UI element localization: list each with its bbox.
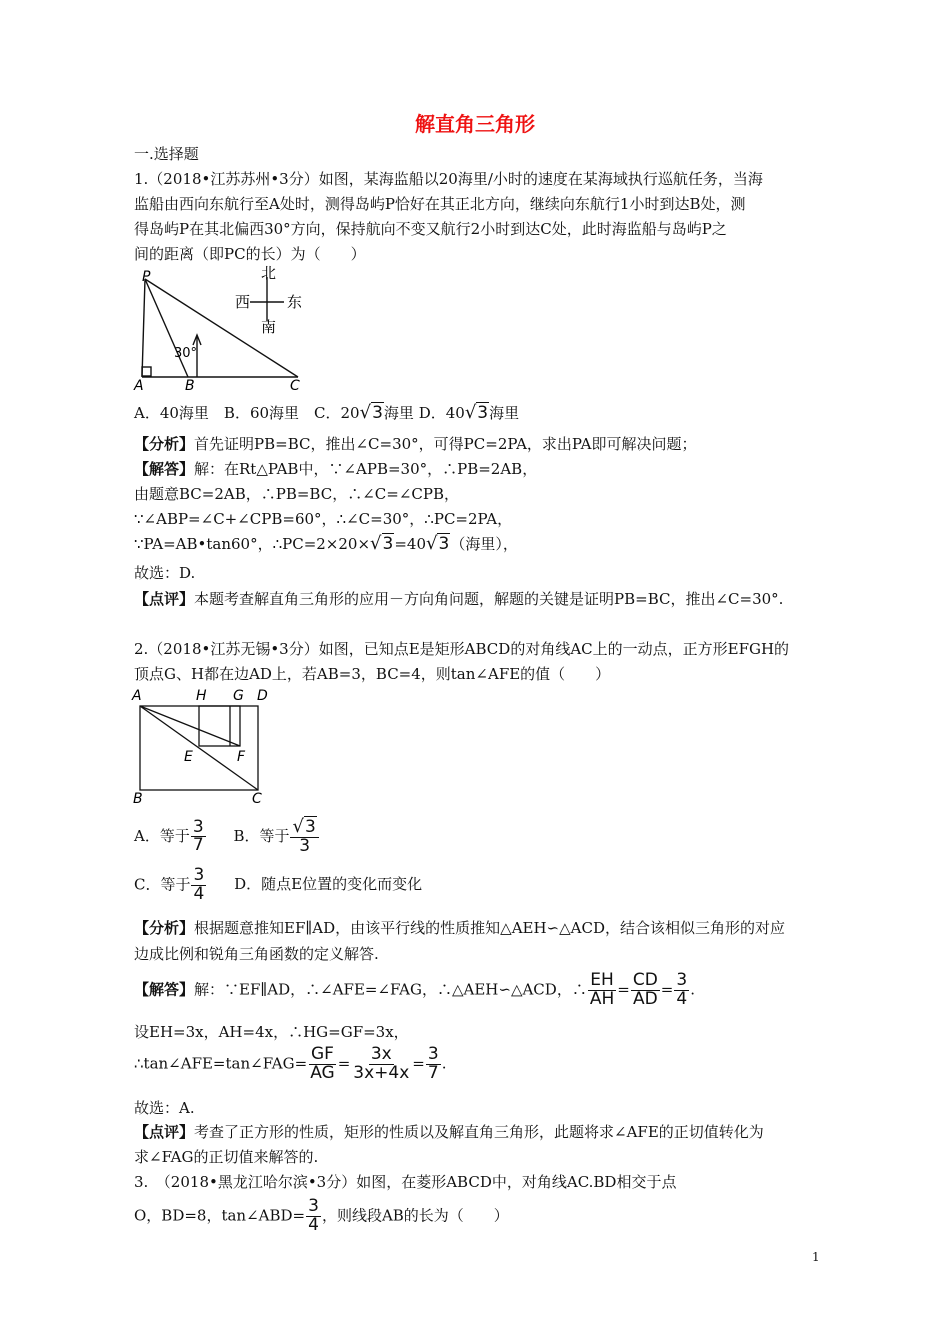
q1-comment: 【点评】本题考查解直角三角形的应用－方向角问题，解题的关键是证明PB=BC，推出∠C=30°.: [134, 590, 784, 608]
q2-comment-cont: 求∠FAG的正切值来解答的.: [134, 1148, 319, 1166]
q2-solution-line: 设EH=3x，AH=4x，∴HG=GF=3x，: [134, 1023, 409, 1041]
label-b: B: [133, 791, 143, 807]
q2-comment: 【点评】考查了正方形的性质，矩形的性质以及解直角三角形，此题将求∠AFE的正切值转化为: [134, 1123, 764, 1141]
q2-choose: 故选：A.: [134, 1099, 195, 1117]
q1-figure: [130, 265, 310, 395]
q1-stem-line: 1.（2018•江苏苏州•3分）如图，某海监船以20海里/小时的速度在某海域执行巡航任务，当海: [134, 170, 763, 188]
q2-solution-line: 【解答】解：∵EF∥AD，∴∠AFE=∠FAG，∴△AEH∽△ACD，∴ $\frac{EH}{AH}$ = $\frac{CD}{AD}$ = $\frac{3}{4}$ .: [134, 970, 695, 1009]
q2-stem-line: 顶点G、H都在边AD上，若AB=3，BC=4，则tan∠AFE的值（ ）: [134, 665, 611, 683]
q1-solution-line: ∵∠ABP=∠C+∠CPB=60°，∴∠C=30°，∴PC=2PA，: [134, 510, 513, 528]
q1-stem-line: 得岛屿P在其北偏西30°方向，保持航向不变又航行2小时到达C处，此时海监船与岛屿P之: [134, 220, 727, 238]
section-heading: 一.选择题: [134, 145, 199, 163]
q1-solution-line: 由题意BC=2AB，∴PB=BC，∴∠C=∠CPB，: [134, 485, 459, 503]
q2-options-cd: C．等于 $\frac{3}{4}$ D．随点E位置的变化而变化: [134, 865, 423, 904]
label-c: C: [290, 378, 300, 394]
label-e: E: [184, 749, 193, 765]
page-title: 解直角三角形: [415, 112, 535, 136]
compass-south: 南: [261, 318, 277, 336]
q1-options: A．40海里 B．60海里 C．20√3海里 D．40√3海里: [134, 402, 520, 423]
q3-stem-line: O，BD=8，tan∠ABD= $\frac{3}{4}$ ，则线段AB的长为（ ）: [134, 1196, 509, 1235]
q1-analysis: 【分析】首先证明PB=BC，推出∠C=30°，可得PC=2PA，求出PA即可解决问题；: [134, 435, 697, 453]
q1-stem-line: 间的距离（即PC的长）为（ ）: [134, 245, 366, 263]
q3-stem-line: 3. （2018•黑龙江哈尔滨•3分）如图，在菱形ABCD中，对角线AC.BD相交于点: [134, 1173, 677, 1191]
q1-stem-line: 监船由西向东航行至A处时，测得岛屿P恰好在其正北方向，继续向东航行1小时到达B处，测: [134, 195, 746, 213]
q2-stem-line: 2.（2018•江苏无锡•3分）如图，已知点E是矩形ABCD的对角线AC上的一动点，正方形EFGH的: [134, 640, 790, 658]
label-h: H: [196, 688, 207, 704]
q1-choose: 故选：D.: [134, 564, 196, 582]
q2-figure: [130, 684, 280, 808]
q2-analysis-cont: 边成比例和锐角三角函数的定义解答.: [134, 945, 379, 963]
page-number: 1: [812, 1250, 820, 1264]
label-c: C: [252, 791, 262, 807]
q1-solution-line: 【解答】解：在Rt△PAB中，∵∠APB=30°，∴PB=2AB，: [134, 460, 538, 478]
q2-options-ab: A．等于 $\frac{3}{7}$ B．等于 $\frac{√3}{3}$: [134, 818, 320, 856]
compass-west: 西: [235, 293, 251, 311]
label-f: F: [237, 749, 246, 765]
q2-solution-line: ∴tan∠AFE=tan∠FAG= $\frac{GF}{AG}$ = $\frac{3x}{3x+4x}$ = $\frac{3}{7}$ .: [134, 1044, 447, 1083]
label-g: G: [233, 688, 244, 704]
q2-analysis: 【分析】根据题意推知EF∥AD，由该平行线的性质推知△AEH∽△ACD，结合该相似三角形的对应: [134, 919, 786, 937]
label-a: A: [134, 378, 144, 394]
angle-label: 30°: [174, 346, 198, 361]
compass-north: 北: [261, 265, 277, 282]
label-p: P: [142, 269, 151, 285]
label-b: B: [185, 378, 195, 394]
q1-solution-line: ∵PA=AB•tan60°，∴PC=2×20×√3=40√3（海里），: [134, 533, 518, 554]
label-a: A: [132, 688, 142, 704]
compass-east: 东: [287, 293, 303, 311]
label-d: D: [257, 688, 268, 704]
